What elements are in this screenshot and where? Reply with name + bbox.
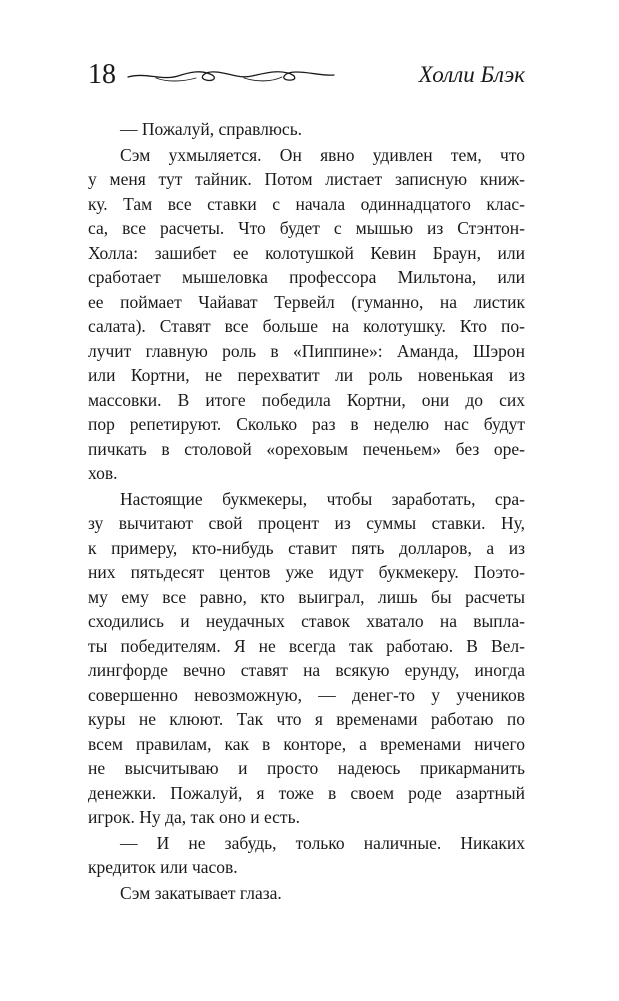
text-line: лучит главную роль в «Пиппине»: Аманда, Шэрон (88, 340, 525, 361)
text-line: массовки. В итоге победила Кортни, они до сих (88, 389, 525, 410)
text-line: пор репетируют. Сколько раз в неделю нас будут (88, 414, 525, 434)
text-line: — Пожалуй, справлюсь. (120, 119, 303, 139)
text-line: сходились и неудачных ставок хватало на выпла- (88, 611, 525, 631)
text-line: кредиток или часов. (88, 857, 238, 877)
text-line: — И не забудь, только наличные. Никаких (120, 832, 525, 853)
text-line: не высчитываю и просто надеюсь прикарманить (88, 758, 525, 778)
text-line: Настоящие букмекеры, чтобы заработать, сра- (120, 488, 525, 509)
text-line: или Кортни, не перехватит ли роль новенькая из (88, 365, 525, 385)
dialogue-2 (88, 831, 525, 880)
text-line: у меня тут тайник. Потом листает записную книж- (88, 169, 525, 189)
text-line: Холла: зашибет ее колотушкой Кевин Браун, или (88, 242, 525, 263)
text-line: денежки. Пожалуй, я тоже в своем роде азартный (88, 782, 525, 803)
text-line: салата). Ставят все больше на колотушку. Кто по- (88, 316, 525, 336)
author-name: Холли Блэк (418, 62, 525, 87)
body-text (88, 117, 525, 905)
page-number: 18 (88, 59, 116, 90)
text-line: хов. (88, 463, 118, 483)
text-line: ты победителям. Я не всегда так работаю. В Вел- (88, 635, 525, 656)
paragraph-sam-smirks (88, 143, 525, 486)
text-line: зу вычитают свой процент из суммы ставки. Ну, (88, 513, 525, 533)
text-line: ее поймает Чайават Тервейл (гуманно, на листик (88, 291, 525, 312)
paragraph-bookmakers (88, 487, 525, 830)
text-line: игрок. Ну да, так оно и есть. (88, 807, 300, 827)
text-line: Сэм закатывает глаза. (120, 882, 282, 903)
text-line: куры не клюют. Так что я временами работаю по (88, 709, 525, 729)
dialogue-1 (88, 117, 525, 142)
text-line: пичкать в столовой «ореховым печеньем» без оре- (88, 438, 525, 459)
flourish-ornament-icon (126, 66, 336, 86)
text-line: Сэм ухмыляется. Он явно удивлен тем, что (120, 144, 525, 165)
text-line: них пятьдесят центов уже идут букмекеру. Поэто- (88, 562, 525, 582)
text-line: всем правилам, как в конторе, а временами ничего (88, 733, 525, 754)
paragraph-sam-rolls-eyes (88, 881, 525, 906)
text-line: сработает мышеловка профессора Мильтона, или (88, 267, 525, 287)
running-header (88, 55, 525, 95)
text-line: совершенно невозможную, — денег-то у учеников (88, 684, 525, 705)
text-line: лингфорде вечно ставят на всякую ерунду, иногда (88, 660, 525, 680)
text-line: са, все расчеты. Что будет с мышью из Стэнтон- (88, 218, 525, 238)
text-line: ку. Там все ставки с начала одиннадцатого клас- (88, 193, 525, 214)
text-line: му ему все равно, кто выиграл, лишь бы расчеты (88, 586, 525, 607)
text-line: к примеру, кто-нибудь ставит пять долларов, а из (88, 537, 525, 558)
